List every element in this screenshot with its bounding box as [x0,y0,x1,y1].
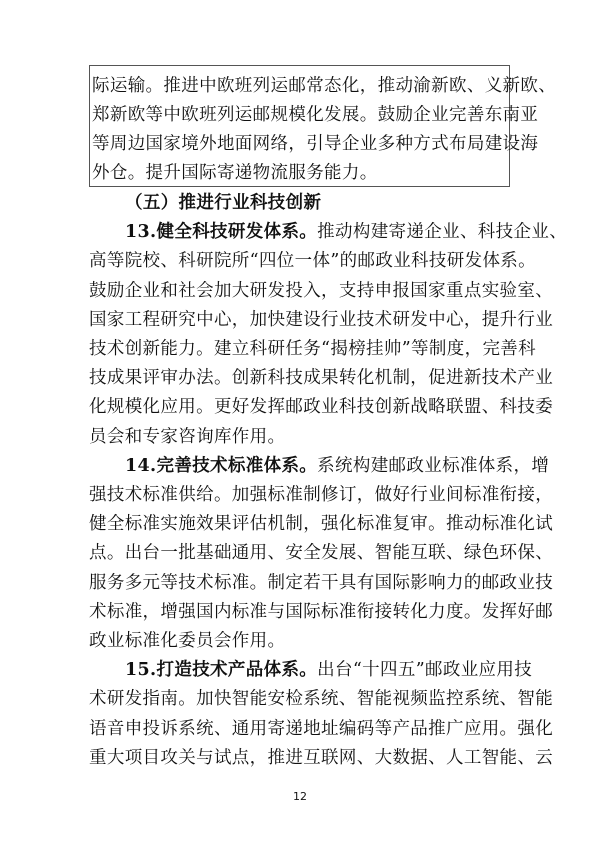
paragraph-13-line: 化规模化应用。更好发挥邮政业科技创新战略联盟、科技委 [89,397,554,418]
paragraph-15-line: 语音申投诉系统、通用寄递地址编码等产品推广应用。强化 [89,718,554,739]
highlighted-text-box [89,65,557,187]
paragraph-14-line: 强技术标准供给。加强标准制修订，做好行业间标准衔接， [89,485,554,506]
paragraph-14-line: 术标准，增强国内标准与国际标准衔接转化力度。发挥好邮 [89,601,554,622]
paragraph-13-line: 国家工程研究中心，加快建设行业技术研发中心，提升行业 [89,309,554,330]
item-15-title: 15.打造技术产品体系。 [125,660,318,681]
boxed-line: 际运输。推进中欧班列运邮常态化，推动渝新欧、义新欧、 [92,76,557,96]
paragraph-13-line: 鼓励企业和社会加大研发投入，支持申报国家重点实验室、 [89,280,554,301]
item-13-title: 13.健全科技研发体系。 [125,222,318,243]
item-13-text: 推动构建寄递企业、科技企业、 [317,222,568,243]
paragraph-14-line: 点。出台一批基础通用、安全发展、智能互联、绿色环保、 [89,543,554,564]
boxed-line: 郑新欧等中欧班列运邮规模化发展。鼓励企业完善东南亚 [92,105,539,125]
paragraph-14-line: 服务多元等技术标准。制定若干具有国际影响力的邮政业技 [89,572,554,593]
item-14-title: 14.完善技术标准体系。 [125,455,318,476]
paragraph-14-line [89,452,550,481]
section-heading: （五）推进行业科技创新 [125,193,322,213]
paragraph-15-line: 重大项目攻关与试点，推进互联网、大数据、人工智能、云 [89,747,554,768]
paragraph-14-line: 健全标准实施效果评估机制，强化标准复审。推动标准化试 [89,514,554,535]
page-number: 12 [293,790,307,803]
paragraph-13-line [89,218,568,247]
item-15-text: 出台“十四五”邮政业应用技 [317,660,533,681]
paragraph-13-line: 技术创新能力。建立科研任务“揭榜挂帅”等制度，完善科 [89,339,536,360]
paragraph-15-line: 术研发指南。加快智能安检系统、智能视频监控系统、智能 [89,689,554,710]
paragraph-14-line: 政业标准化委员会作用。 [89,631,286,652]
boxed-line: 等周边国家境外地面网络，引导企业多种方式布局建设海 [92,134,539,154]
paragraph-15-line [89,656,533,685]
document-body [89,189,568,773]
paragraph-13-line: 员会和专家咨询库作用。 [89,426,286,447]
paragraph-13-line: 高等院校、科研院所“四位一体”的邮政业科技研发体系。 [89,251,536,272]
item-14-text: 系统构建邮政业标准体系，增 [317,455,550,476]
boxed-line: 外仓。提升国际寄递物流服务能力。 [92,163,378,183]
paragraph-13-line: 技成果评审办法。创新科技成果转化机制，促进新技术产业 [89,368,554,389]
